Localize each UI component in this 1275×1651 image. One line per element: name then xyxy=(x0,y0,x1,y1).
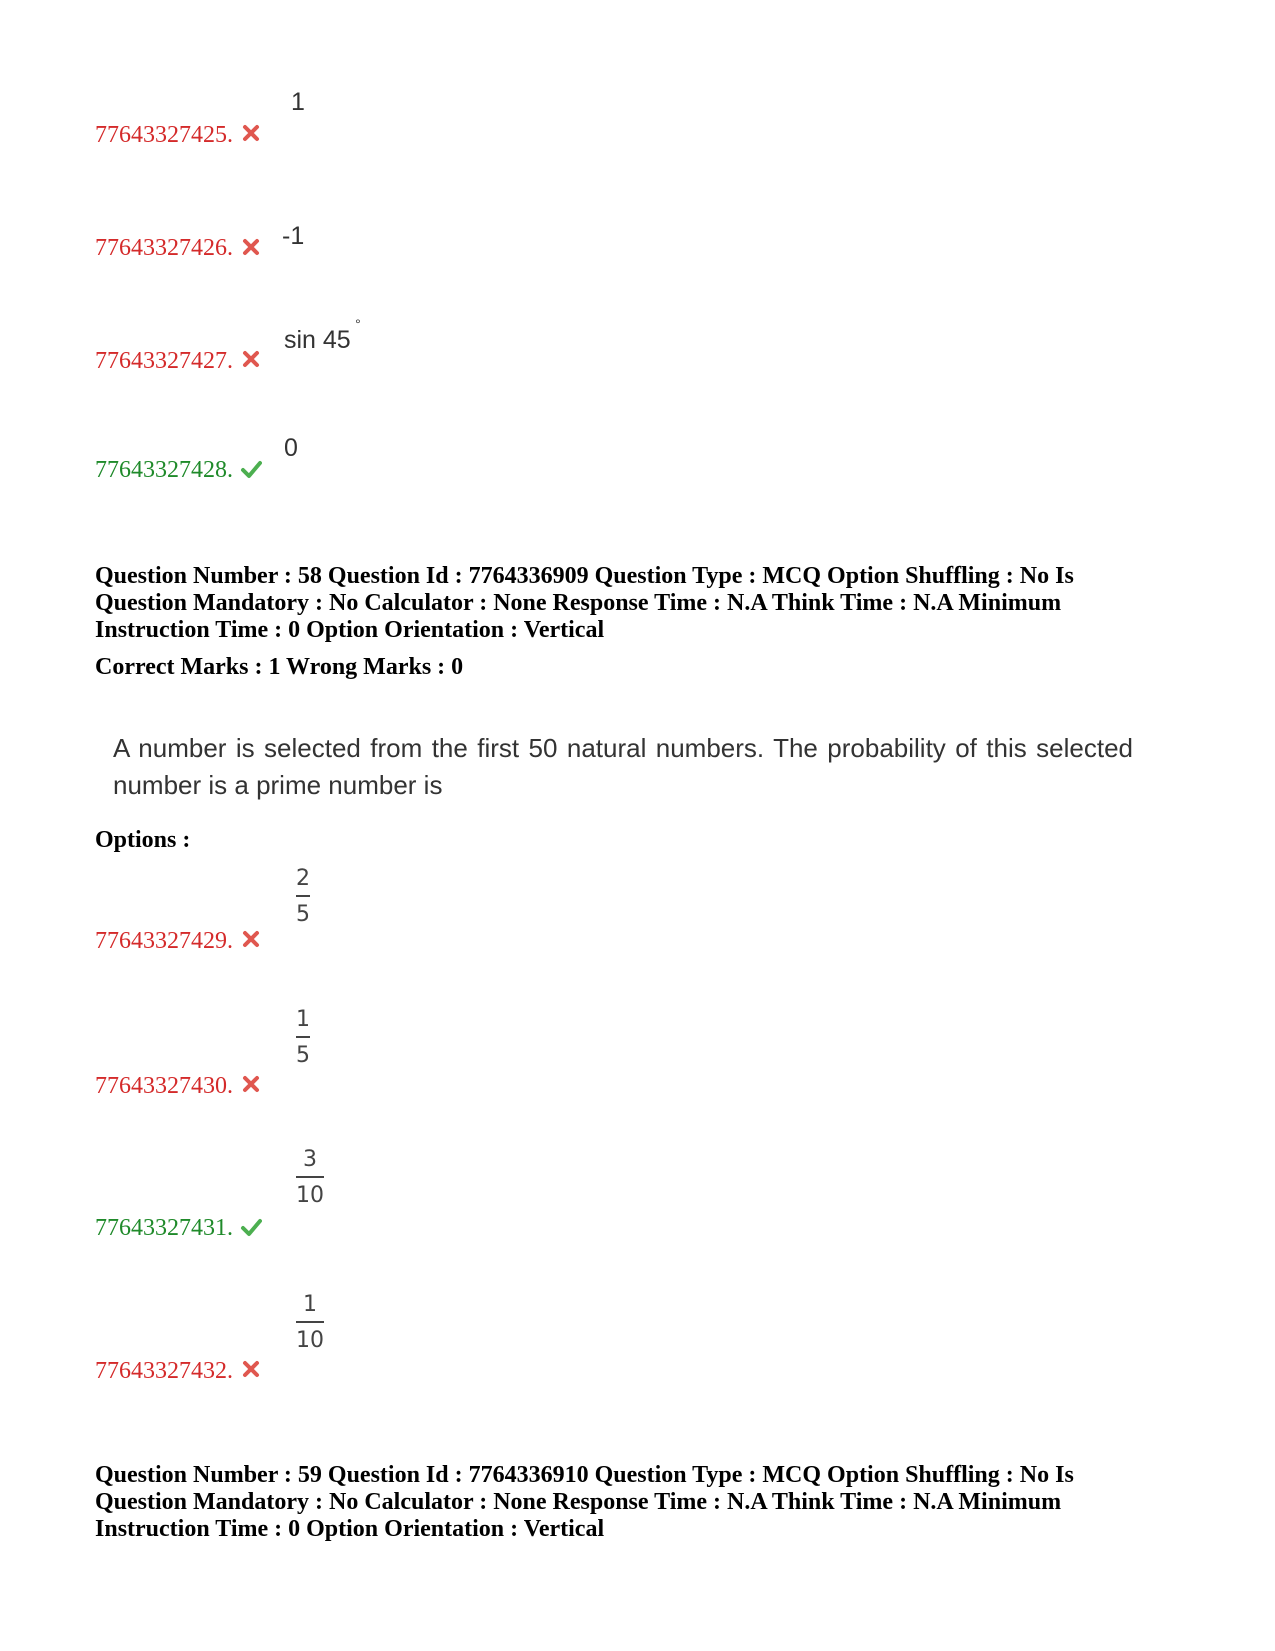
numerator: 2 xyxy=(296,866,310,891)
option-answer: 0 xyxy=(284,434,298,462)
cross-icon xyxy=(240,122,262,144)
degree-symbol: ° xyxy=(355,316,361,332)
fraction-answer xyxy=(296,1147,324,1208)
question-meta xyxy=(95,563,1115,644)
question-marks: Correct Marks : 1 Wrong Marks : 0 xyxy=(95,654,464,680)
option-id: 77643327428. xyxy=(95,457,233,483)
cross-icon xyxy=(240,236,262,258)
option-answer xyxy=(284,316,361,355)
meta-line: Question Mandatory : No Calculator : None Response Time : N.A Think Time : N.A Minimum xyxy=(95,590,1062,616)
cross-icon xyxy=(240,1358,262,1380)
meta-line: Question Mandatory : No Calculator : None Response Time : N.A Think Time : N.A Minimum xyxy=(95,1489,1062,1515)
option-answer: 1 xyxy=(291,88,305,116)
question-meta xyxy=(95,1462,1115,1543)
numerator: 3 xyxy=(303,1147,317,1172)
fraction-bar xyxy=(296,1321,324,1323)
fraction-bar xyxy=(296,1036,310,1038)
option-answer: -1 xyxy=(282,222,305,250)
option-id: 77643327431. xyxy=(95,1215,233,1241)
options-label: Options : xyxy=(95,827,191,853)
fraction-answer xyxy=(296,1292,324,1353)
cross-icon xyxy=(240,928,262,950)
cross-icon xyxy=(240,1073,262,1095)
option-id: 77643327427. xyxy=(95,348,233,374)
denominator: 5 xyxy=(296,902,310,927)
fraction-bar xyxy=(296,1176,324,1178)
denominator: 10 xyxy=(296,1328,324,1353)
meta-line: Question Number : 59 Question Id : 7764336910 Question Type : MCQ Option Shuffling : No Is xyxy=(95,1462,1074,1488)
denominator: 10 xyxy=(296,1183,324,1208)
question-text: A number is selected from the first 50 natural numbers. The probability of this selected number is a prime number is xyxy=(113,733,1133,800)
option-id: 77643327426. xyxy=(95,235,233,261)
fraction-answer xyxy=(296,866,310,927)
check-icon xyxy=(240,458,262,480)
meta-line: Instruction Time : 0 Option Orientation : Vertical xyxy=(95,1516,605,1542)
check-icon xyxy=(240,1216,262,1238)
meta-line: Question Number : 58 Question Id : 7764336909 Question Type : MCQ Option Shuffling : No Is xyxy=(95,563,1074,589)
option-id: 77643327430. xyxy=(95,1073,233,1099)
numerator: 1 xyxy=(296,1007,310,1032)
fraction-bar xyxy=(296,895,310,897)
option-id: 77643327425. xyxy=(95,122,233,148)
meta-line: Instruction Time : 0 Option Orientation : Vertical xyxy=(95,617,605,643)
option-answer-text: sin 45 xyxy=(284,326,351,354)
numerator: 1 xyxy=(303,1292,317,1317)
denominator: 5 xyxy=(296,1043,310,1068)
fraction-answer xyxy=(296,1007,310,1068)
option-id: 77643327432. xyxy=(95,1358,233,1384)
cross-icon xyxy=(240,348,262,370)
option-id: 77643327429. xyxy=(95,928,233,954)
